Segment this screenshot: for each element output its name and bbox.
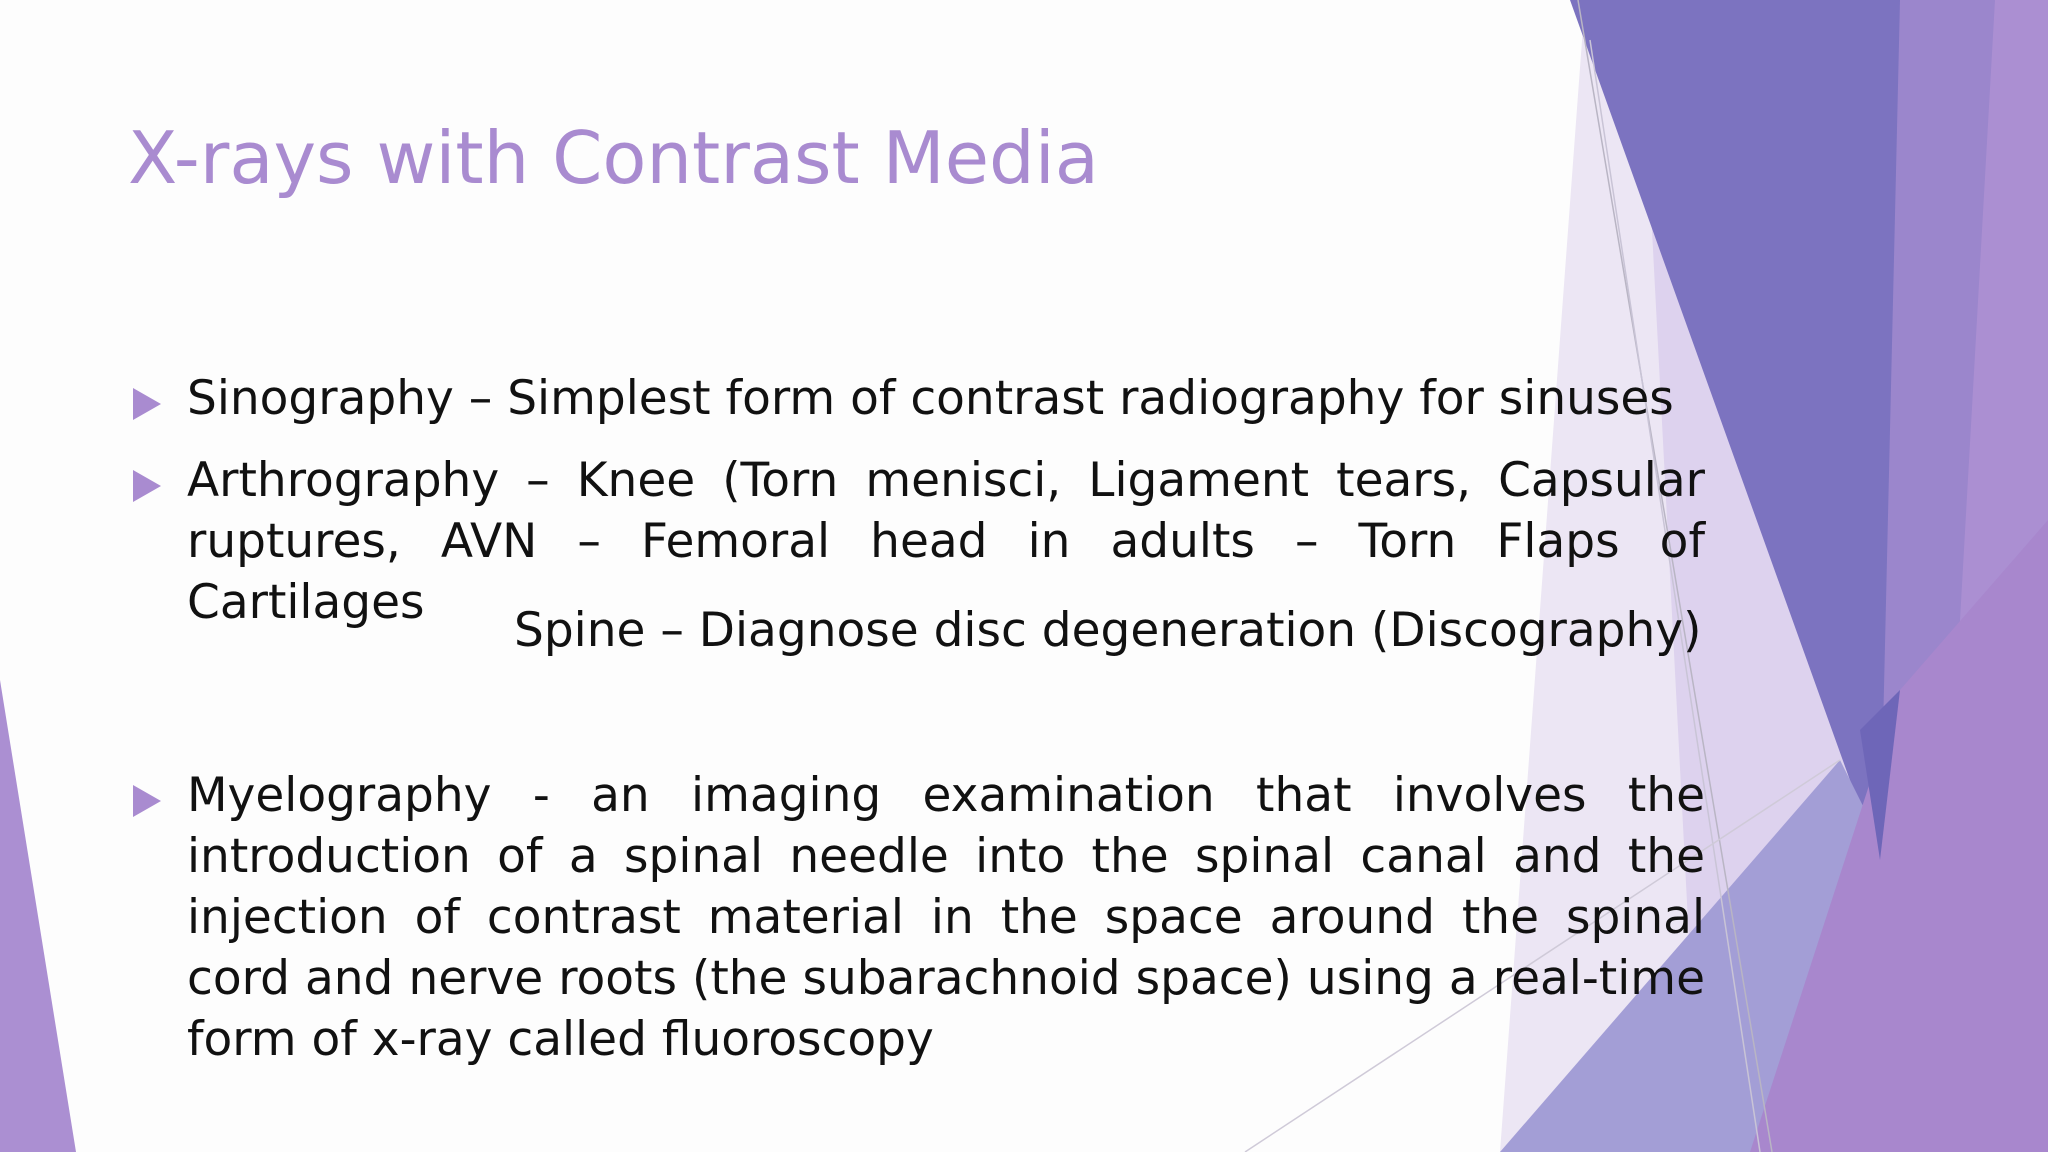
bullet-sinography	[130, 368, 1705, 429]
bullet-text: Myelography - an imaging examination that involves the introduction of a spinal needle into the spinal canal and the injection of contrast material in the space around the spinal cord and nerve roots (the subarachnoid space) using a real-time form of x-ray called fluoroscopy	[187, 768, 1705, 1067]
sub-line-spine: Spine – Diagnose disc degeneration (Discography)	[514, 603, 1702, 658]
bullet-list	[130, 368, 1705, 633]
triangle-right-icon	[133, 470, 161, 502]
bullet-text: Sinography – Simplest form of contrast radiography for sinuses	[187, 371, 1674, 426]
facet-left-edge	[0, 680, 76, 1152]
triangle-right-icon	[133, 785, 161, 817]
slide-title: X-rays with Contrast Media	[128, 116, 1099, 200]
bullet-myelography	[130, 765, 1705, 1070]
bullet-text: Arthrography – Knee (Torn menisci, Ligament tears, Capsular ruptures, AVN – Femoral head in adults – Torn Flaps of Cartilages	[187, 453, 1705, 630]
triangle-right-icon	[133, 388, 161, 420]
